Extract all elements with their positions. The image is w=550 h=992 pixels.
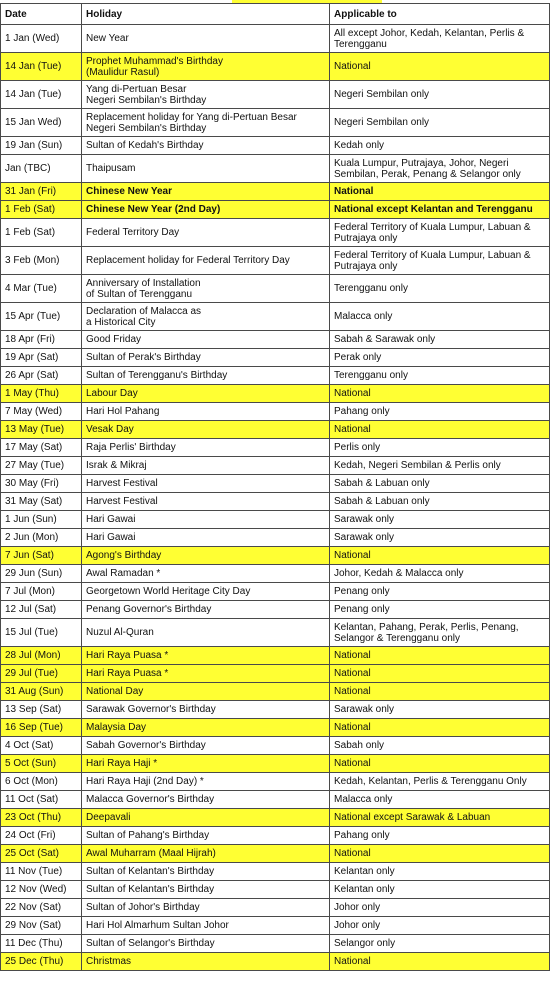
table-row [1, 917, 550, 935]
cell-applicable: Kuala Lumpur, Putrajaya, Johor, Negeri Sembilan, Perak, Penang & Selangor only [330, 155, 550, 183]
cell-holiday: Sultan of Terengganu's Birthday [82, 367, 330, 385]
cell-date: 3 Feb (Mon) [1, 247, 82, 275]
cell-holiday: Georgetown World Heritage City Day [82, 583, 330, 601]
table-row [1, 845, 550, 863]
cell-applicable: National [330, 845, 550, 863]
table-row [1, 809, 550, 827]
cell-date: 12 Jul (Sat) [1, 601, 82, 619]
cell-applicable: Johor only [330, 899, 550, 917]
cell-date: 2 Jun (Mon) [1, 529, 82, 547]
cell-date: 1 May (Thu) [1, 385, 82, 403]
table-row [1, 201, 550, 219]
header-applicable: Applicable to [330, 4, 550, 25]
holiday-table [0, 3, 550, 971]
cell-holiday: Christmas [82, 953, 330, 971]
cell-applicable: National [330, 647, 550, 665]
cell-date: 7 Jul (Mon) [1, 583, 82, 601]
cell-holiday: Malacca Governor's Birthday [82, 791, 330, 809]
cell-holiday: Anniversary of Installation of Sultan of Terengganu [82, 275, 330, 303]
cell-holiday: Hari Gawai [82, 511, 330, 529]
cell-holiday: Declaration of Malacca as a Historical City [82, 303, 330, 331]
cell-applicable: National except Kelantan and Terengganu [330, 201, 550, 219]
cell-applicable: National except Sarawak & Labuan [330, 809, 550, 827]
cell-holiday: Hari Hol Pahang [82, 403, 330, 421]
table-row [1, 475, 550, 493]
table-row [1, 683, 550, 701]
table-row [1, 755, 550, 773]
cell-holiday: Malaysia Day [82, 719, 330, 737]
table-row [1, 349, 550, 367]
table-row [1, 863, 550, 881]
table-row [1, 665, 550, 683]
table-row [1, 529, 550, 547]
cell-date: 22 Nov (Sat) [1, 899, 82, 917]
cell-date: 25 Dec (Thu) [1, 953, 82, 971]
cell-applicable: Pahang only [330, 403, 550, 421]
table-row [1, 791, 550, 809]
cell-holiday: Vesak Day [82, 421, 330, 439]
cell-applicable: Sarawak only [330, 701, 550, 719]
cell-holiday: Chinese New Year (2nd Day) [82, 201, 330, 219]
cell-applicable: National [330, 421, 550, 439]
cell-applicable: Kelantan only [330, 881, 550, 899]
cell-date: 24 Oct (Fri) [1, 827, 82, 845]
cell-applicable: Penang only [330, 601, 550, 619]
table-row [1, 109, 550, 137]
table-row [1, 701, 550, 719]
table-row [1, 583, 550, 601]
cell-holiday: Labour Day [82, 385, 330, 403]
table-row [1, 275, 550, 303]
cell-holiday: Deepavali [82, 809, 330, 827]
table-row [1, 881, 550, 899]
table-row [1, 899, 550, 917]
cell-applicable: Federal Territory of Kuala Lumpur, Labuan & Putrajaya only [330, 247, 550, 275]
cell-applicable: Kelantan, Pahang, Perak, Perlis, Penang, Selangor & Terengganu only [330, 619, 550, 647]
cell-date: 15 Jul (Tue) [1, 619, 82, 647]
cell-holiday: Hari Gawai [82, 529, 330, 547]
cell-applicable: Sarawak only [330, 511, 550, 529]
table-row [1, 601, 550, 619]
cell-holiday: Sultan of Johor's Birthday [82, 899, 330, 917]
table-row [1, 827, 550, 845]
cell-date: 14 Jan (Tue) [1, 81, 82, 109]
cell-applicable: Kedah, Kelantan, Perlis & Terengganu Only [330, 773, 550, 791]
cell-date: 19 Apr (Sat) [1, 349, 82, 367]
cell-holiday: Penang Governor's Birthday [82, 601, 330, 619]
cell-date: 31 May (Sat) [1, 493, 82, 511]
cell-holiday: Sultan of Pahang's Birthday [82, 827, 330, 845]
cell-date: 29 Jun (Sun) [1, 565, 82, 583]
cell-applicable: Terengganu only [330, 367, 550, 385]
table-body [1, 25, 550, 971]
cell-holiday: Raja Perlis' Birthday [82, 439, 330, 457]
table-row [1, 737, 550, 755]
cell-date: 29 Jul (Tue) [1, 665, 82, 683]
cell-applicable: Sabah & Labuan only [330, 475, 550, 493]
cell-holiday: Hari Raya Haji (2nd Day) * [82, 773, 330, 791]
cell-applicable: National [330, 755, 550, 773]
cell-applicable: National [330, 719, 550, 737]
cell-applicable: Johor, Kedah & Malacca only [330, 565, 550, 583]
cell-applicable: Negeri Sembilan only [330, 81, 550, 109]
cell-date: 15 Jan Wed) [1, 109, 82, 137]
table-row [1, 81, 550, 109]
cell-holiday: Awal Ramadan * [82, 565, 330, 583]
cell-date: 13 Sep (Sat) [1, 701, 82, 719]
table-row [1, 619, 550, 647]
cell-applicable: Kedah, Negeri Sembilan & Perlis only [330, 457, 550, 475]
cell-date: 5 Oct (Sun) [1, 755, 82, 773]
table-row [1, 219, 550, 247]
cell-holiday: Sabah Governor's Birthday [82, 737, 330, 755]
table-row [1, 403, 550, 421]
cell-date: 4 Mar (Tue) [1, 275, 82, 303]
cell-holiday: Sarawak Governor's Birthday [82, 701, 330, 719]
cell-date: 11 Nov (Tue) [1, 863, 82, 881]
table-row [1, 367, 550, 385]
cell-applicable: Johor only [330, 917, 550, 935]
table-row [1, 493, 550, 511]
cell-date: 1 Feb (Sat) [1, 201, 82, 219]
cell-applicable: Sabah & Sarawak only [330, 331, 550, 349]
table-row [1, 457, 550, 475]
cell-holiday: Thaipusam [82, 155, 330, 183]
cell-date: 15 Apr (Tue) [1, 303, 82, 331]
table-row [1, 547, 550, 565]
table-row [1, 303, 550, 331]
cell-applicable: Sabah & Labuan only [330, 493, 550, 511]
cell-date: 17 May (Sat) [1, 439, 82, 457]
table-row [1, 137, 550, 155]
cell-holiday: Sultan of Perak's Birthday [82, 349, 330, 367]
cell-applicable: Pahang only [330, 827, 550, 845]
cell-date: 14 Jan (Tue) [1, 53, 82, 81]
cell-date: 28 Jul (Mon) [1, 647, 82, 665]
table-row [1, 385, 550, 403]
cell-holiday: Hari Raya Haji * [82, 755, 330, 773]
cell-applicable: Sabah only [330, 737, 550, 755]
cell-applicable: National [330, 953, 550, 971]
cell-applicable: National [330, 385, 550, 403]
table-row [1, 935, 550, 953]
cell-holiday: Federal Territory Day [82, 219, 330, 247]
cell-date: 29 Nov (Sat) [1, 917, 82, 935]
cell-date: Jan (TBC) [1, 155, 82, 183]
cell-applicable: National [330, 547, 550, 565]
cell-holiday: Harvest Festival [82, 475, 330, 493]
cell-holiday: Hari Raya Puasa * [82, 665, 330, 683]
cell-date: 7 May (Wed) [1, 403, 82, 421]
cell-holiday: Sultan of Kelantan's Birthday [82, 863, 330, 881]
cell-date: 7 Jun (Sat) [1, 547, 82, 565]
cell-holiday: Israk & Mikraj [82, 457, 330, 475]
cell-applicable: Federal Territory of Kuala Lumpur, Labuan & Putrajaya only [330, 219, 550, 247]
cell-date: 12 Nov (Wed) [1, 881, 82, 899]
table-row [1, 183, 550, 201]
table-row [1, 953, 550, 971]
header-holiday: Holiday [82, 4, 330, 25]
table-row [1, 511, 550, 529]
cell-date: 27 May (Tue) [1, 457, 82, 475]
cell-holiday: Sultan of Kedah's Birthday [82, 137, 330, 155]
cell-holiday: Chinese New Year [82, 183, 330, 201]
cell-applicable: National [330, 683, 550, 701]
cell-date: 23 Oct (Thu) [1, 809, 82, 827]
cell-holiday: Replacement holiday for Federal Territory Day [82, 247, 330, 275]
header-date: Date [1, 4, 82, 25]
cell-holiday: Harvest Festival [82, 493, 330, 511]
cell-holiday: Hari Hol Almarhum Sultan Johor [82, 917, 330, 935]
cell-applicable: National [330, 665, 550, 683]
cell-holiday: Prophet Muhammad's Birthday (Maulidur Rasul) [82, 53, 330, 81]
cell-applicable: Selangor only [330, 935, 550, 953]
table-row [1, 719, 550, 737]
cell-applicable: Terengganu only [330, 275, 550, 303]
cell-applicable: Kedah only [330, 137, 550, 155]
table-row [1, 247, 550, 275]
table-row [1, 647, 550, 665]
cell-date: 26 Apr (Sat) [1, 367, 82, 385]
cell-holiday: National Day [82, 683, 330, 701]
cell-date: 25 Oct (Sat) [1, 845, 82, 863]
cell-date: 31 Aug (Sun) [1, 683, 82, 701]
cell-holiday: Hari Raya Puasa * [82, 647, 330, 665]
table-row [1, 565, 550, 583]
cell-applicable: Kelantan only [330, 863, 550, 881]
cell-date: 4 Oct (Sat) [1, 737, 82, 755]
cell-holiday: New Year [82, 25, 330, 53]
cell-applicable: National [330, 183, 550, 201]
cell-applicable: Penang only [330, 583, 550, 601]
cell-date: 19 Jan (Sun) [1, 137, 82, 155]
cell-applicable: Negeri Sembilan only [330, 109, 550, 137]
cell-date: 1 Jan (Wed) [1, 25, 82, 53]
cell-applicable: Perlis only [330, 439, 550, 457]
cell-holiday: Good Friday [82, 331, 330, 349]
cell-date: 30 May (Fri) [1, 475, 82, 493]
cell-date: 11 Dec (Thu) [1, 935, 82, 953]
cell-date: 1 Feb (Sat) [1, 219, 82, 247]
cell-date: 11 Oct (Sat) [1, 791, 82, 809]
cell-holiday: Replacement holiday for Yang di-Pertuan Besar Negeri Sembilan's Birthday [82, 109, 330, 137]
cell-applicable: National [330, 53, 550, 81]
cell-holiday: Sultan of Selangor's Birthday [82, 935, 330, 953]
table-row [1, 421, 550, 439]
table-row [1, 53, 550, 81]
cell-date: 31 Jan (Fri) [1, 183, 82, 201]
cell-applicable: All except Johor, Kedah, Kelantan, Perlis & Terengganu [330, 25, 550, 53]
cell-date: 18 Apr (Fri) [1, 331, 82, 349]
table-row [1, 25, 550, 53]
cell-holiday: Agong's Birthday [82, 547, 330, 565]
cell-date: 13 May (Tue) [1, 421, 82, 439]
cell-holiday: Yang di-Pertuan Besar Negeri Sembilan's Birthday [82, 81, 330, 109]
table-row [1, 155, 550, 183]
table-row [1, 773, 550, 791]
cell-holiday: Awal Muharram (Maal Hijrah) [82, 845, 330, 863]
cell-applicable: Sarawak only [330, 529, 550, 547]
cell-applicable: Malacca only [330, 303, 550, 331]
cell-date: 6 Oct (Mon) [1, 773, 82, 791]
cell-holiday: Sultan of Kelantan's Birthday [82, 881, 330, 899]
cell-date: 1 Jun (Sun) [1, 511, 82, 529]
cell-applicable: Malacca only [330, 791, 550, 809]
cell-holiday: Nuzul Al-Quran [82, 619, 330, 647]
cell-applicable: Perak only [330, 349, 550, 367]
table-row [1, 331, 550, 349]
cell-date: 16 Sep (Tue) [1, 719, 82, 737]
table-row [1, 439, 550, 457]
table-header-row [1, 4, 550, 25]
